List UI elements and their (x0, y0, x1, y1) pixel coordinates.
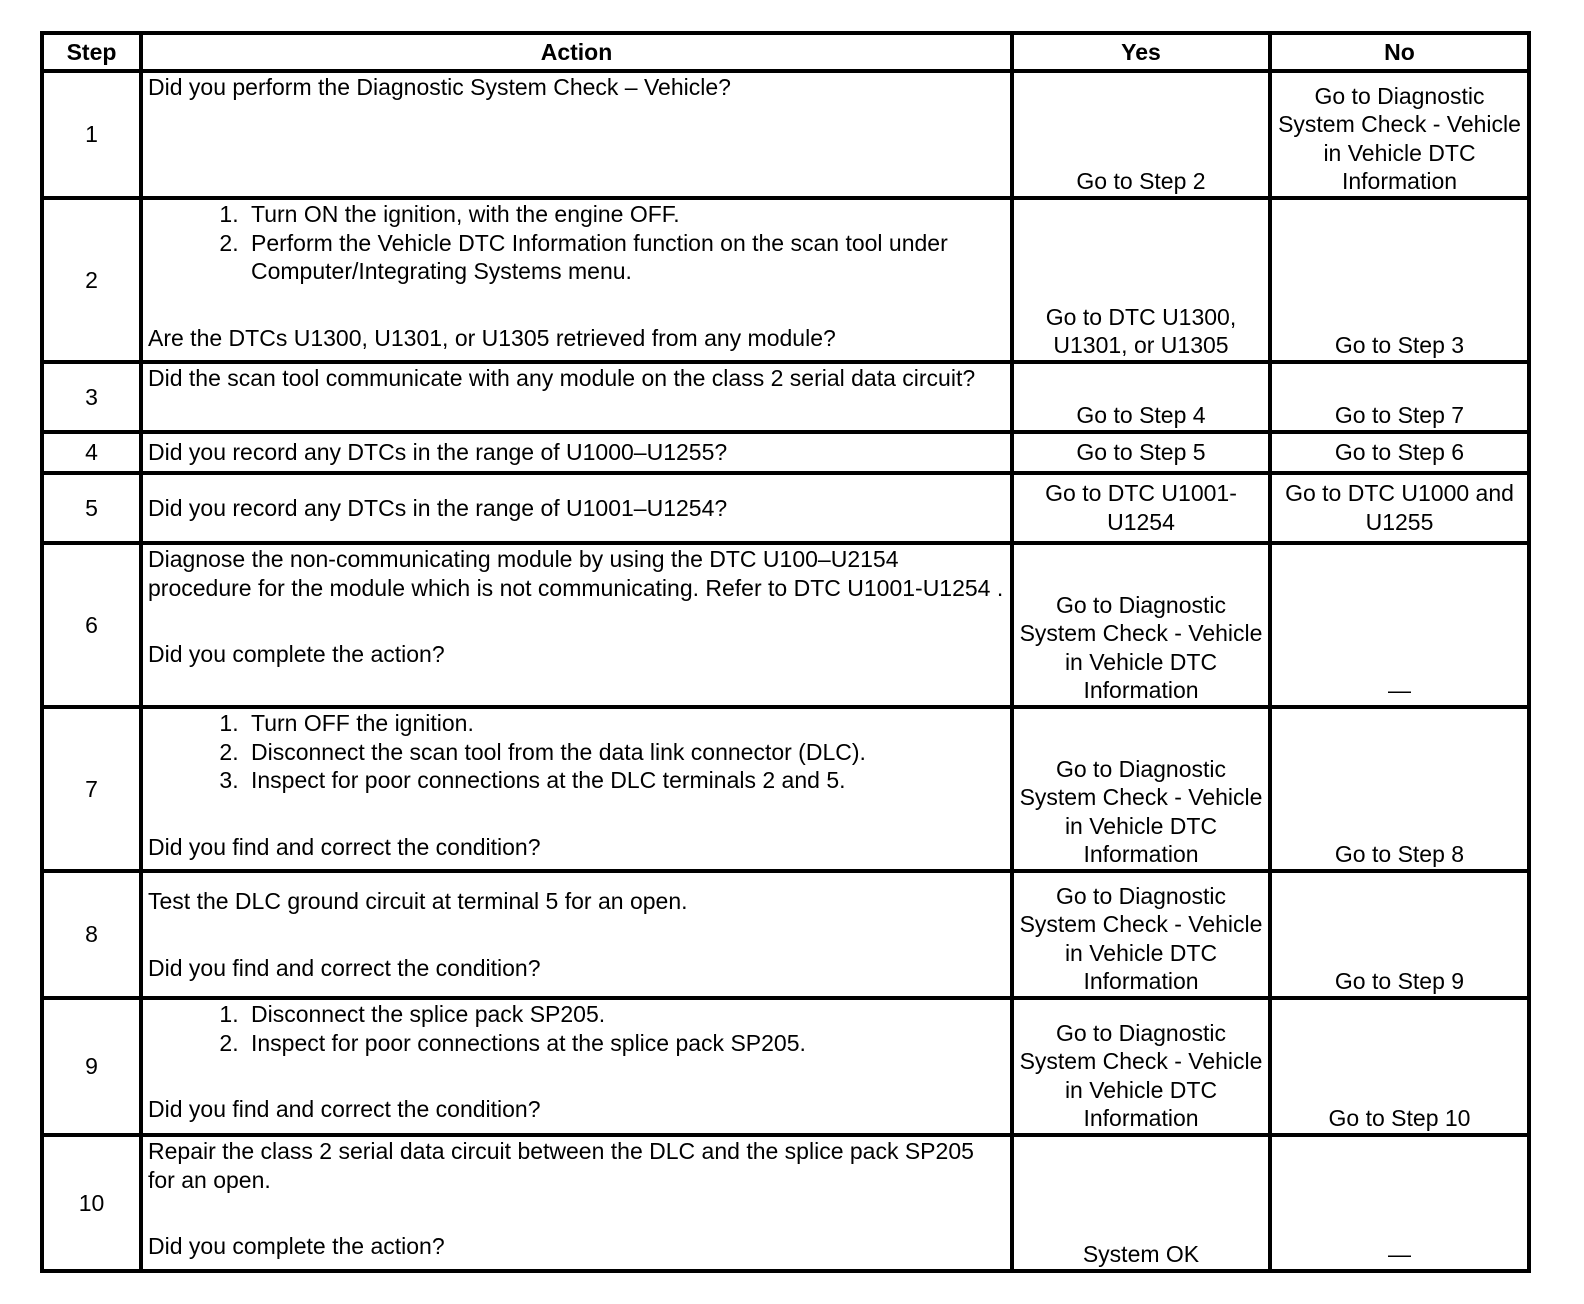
action-list-item: 2. Perform the Vehicle DTC Information function on the scan tool under Computer/Integrating Systems menu. (245, 229, 1005, 286)
action-list-item: 1. Disconnect the splice pack SP205. (245, 1000, 1005, 1029)
action-cell (141, 1135, 1012, 1271)
header-step: Step (42, 33, 141, 71)
no-cell: Go to Step 8 (1270, 707, 1529, 871)
table-row (42, 998, 1529, 1135)
step-number: 2 (42, 198, 141, 362)
step-number: 3 (42, 362, 141, 432)
header-no: No (1270, 33, 1529, 71)
action-text: Did the scan tool communicate with any module on the class 2 serial data circuit? (148, 365, 976, 391)
header-row (42, 33, 1529, 71)
action-question: Did you find and correct the condition? (148, 954, 541, 981)
action-text: Repair the class 2 serial data circuit between the DLC and the splice pack SP205 for an open. (148, 1138, 974, 1193)
action-list-item: 3. Inspect for poor connections at the DLC terminals 2 and 5. (245, 766, 1005, 795)
header-action: Action (141, 33, 1012, 71)
no-cell: Go to Diagnostic System Check - Vehicle in Vehicle DTC Information (1270, 71, 1529, 198)
step-number: 1 (42, 71, 141, 198)
no-cell: — (1270, 1135, 1529, 1271)
yes-cell: Go to Step 5 (1012, 432, 1270, 473)
action-cell (141, 473, 1012, 543)
table-row (42, 707, 1529, 871)
no-cell: Go to Step 10 (1270, 998, 1529, 1135)
table-row (42, 71, 1529, 198)
action-list-item: 1. Turn OFF the ignition. (245, 709, 1005, 738)
step-number: 6 (42, 543, 141, 707)
action-question: Did you find and correct the condition? (148, 833, 541, 860)
no-cell: Go to Step 3 (1270, 198, 1529, 362)
action-list-item: 1. Turn ON the ignition, with the engine OFF. (245, 200, 1005, 229)
action-question: Are the DTCs U1300, U1301, or U1305 retrieved from any module? (148, 324, 836, 351)
table-row (42, 871, 1529, 998)
yes-cell: Go to DTC U1300, U1301, or U1305 (1012, 198, 1270, 362)
no-cell: Go to Step 9 (1270, 871, 1529, 998)
yes-cell: Go to Diagnostic System Check - Vehicle in Vehicle DTC Information (1012, 871, 1270, 998)
no-cell: Go to DTC U1000 and U1255 (1270, 473, 1529, 543)
action-text: Diagnose the non-communicating module by using the DTC U100–U2154 procedure for the module which is not communicating. Refer to DTC U1001-U1254 . (148, 546, 1004, 601)
action-cell (141, 71, 1012, 198)
action-question: Did you complete the action? (148, 641, 445, 668)
step-number: 10 (42, 1135, 141, 1271)
yes-cell: Go to Diagnostic System Check - Vehicle in Vehicle DTC Information (1012, 998, 1270, 1135)
action-cell (141, 998, 1012, 1135)
action-list (148, 1000, 1005, 1057)
table-row (42, 362, 1529, 432)
table-row (42, 198, 1529, 362)
action-text: Did you record any DTCs in the range of U1000–U1255? (148, 439, 728, 466)
step-number: 5 (42, 473, 141, 543)
no-cell: — (1270, 543, 1529, 707)
table-row (42, 473, 1529, 543)
action-list (148, 709, 1005, 795)
yes-cell: Go to Diagnostic System Check - Vehicle in Vehicle DTC Information (1012, 543, 1270, 707)
no-cell: Go to Step 6 (1270, 432, 1529, 473)
action-cell (141, 707, 1012, 871)
diagnostic-table (40, 31, 1531, 1273)
step-number: 4 (42, 432, 141, 473)
action-question: Did you complete the action? (148, 1233, 445, 1260)
yes-cell: Go to Diagnostic System Check - Vehicle in Vehicle DTC Information (1012, 707, 1270, 871)
yes-cell: Go to Step 2 (1012, 71, 1270, 198)
action-text: Test the DLC ground circuit at terminal 5 for an open. (148, 888, 688, 914)
action-text: Did you perform the Diagnostic System Check – Vehicle? (148, 74, 731, 100)
action-list (148, 200, 1005, 286)
no-cell: Go to Step 7 (1270, 362, 1529, 432)
action-cell (141, 362, 1012, 432)
step-number: 9 (42, 998, 141, 1135)
action-cell (141, 432, 1012, 473)
yes-cell: Go to DTC U1001-U1254 (1012, 473, 1270, 543)
yes-cell: System OK (1012, 1135, 1270, 1271)
table-row (42, 432, 1529, 473)
action-cell (141, 198, 1012, 362)
action-question: Did you find and correct the condition? (148, 1096, 541, 1123)
action-cell (141, 871, 1012, 998)
action-cell (141, 543, 1012, 707)
header-yes: Yes (1012, 33, 1270, 71)
table-row (42, 543, 1529, 707)
action-list-item: 2. Disconnect the scan tool from the data link connector (DLC). (245, 738, 1005, 767)
table-row (42, 1135, 1529, 1271)
step-number: 8 (42, 871, 141, 998)
step-number: 7 (42, 707, 141, 871)
action-list-item: 2. Inspect for poor connections at the splice pack SP205. (245, 1029, 1005, 1058)
yes-cell: Go to Step 4 (1012, 362, 1270, 432)
action-text: Did you record any DTCs in the range of U1001–U1254? (148, 494, 728, 521)
